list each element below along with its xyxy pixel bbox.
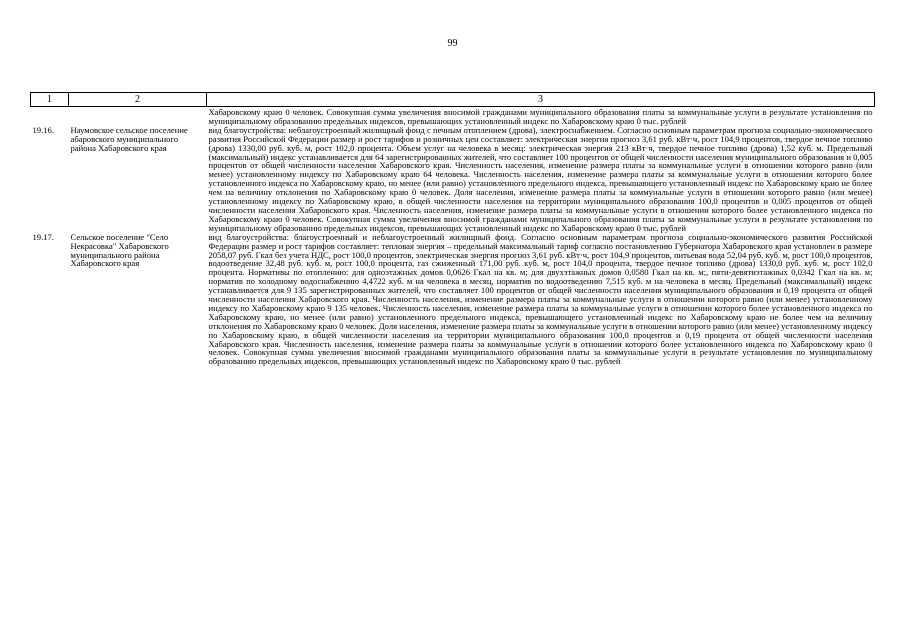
row-number: 19.17.	[32, 231, 54, 242]
continuation-text: Хабаровскому краю 0 человек. Совокупная сумма увеличения вносимой гражданами муниципального образования платы за коммунальные услуги в результате установления по муниципальному образованию предельных индексов, превышающих установленный индекс по Хабаровскому краю 0 тыс. рублей	[208, 107, 873, 126]
municipality-name: Сельское поселение "Село Некрасовка" Хабаровского муниципального района Хабаровского края	[70, 231, 169, 269]
table-row	[31, 126, 875, 233]
page-number: 99	[447, 38, 458, 49]
continuation-row	[31, 107, 875, 126]
row-number: 19.16.	[32, 124, 54, 135]
header-col-2: 2	[69, 93, 207, 107]
table-header-row	[31, 93, 875, 107]
header-col-3: 3	[207, 93, 875, 107]
municipality-name: Наумовское сельское поселение абаровского муниципального района Хабаровского края	[70, 124, 188, 153]
index-table	[30, 92, 875, 366]
row-description: вид благоустройства: благоустроенный и неблагоустроенный жилищный фонд. Согласно основным параметрам прогноза социально-экономического развития Российской Федерации размер и рост тарифов составляет: тепловая энергия – предельный максимальный тариф согласно постановлению Губернатора Хабаровского края установлен в размере 2058,07 руб. Гкал без учета НДС, рост 100,0 процентов, электрическая энергия прогноз 3,61 руб. кВт·ч, рост 104,9 процентов, питьевая вода 52,04 руб. куб. м, рост 100,0 процентов, водоотведение 32,48 руб. куб. м, рост 100,0 процента, газ сжиженный 171,00 руб. куб. м, рост 104,0 процента, твердое печное топливо (дрова) 1330,0 руб. куб. м, рост 102,0 процента. Нормативы по отоплению: для одноэтажных домов 0,0626 Гкал на кв. м; для двухэтажных домов 0,0580 Гкал на кв. м;, пяти-девятиэтажных 0,0342 Гкал на кв. м; норматив по холодному водоснабжению 4,4722 куб. м на человека в месяц, норматив по водоотведению 7,515 куб. м на человека в месяц. Предельный (максимальный) индекс устанавливается для 9 135 зарегистрированных жителей, что составляет 100 процентов от общей численности населения муниципального образования и 0,19 процента от общей численности населения Хабаровского края. Численность населения, изменение размера платы за коммунальные услуги в отношении которого равно (или менее) установленному индексу по Хабаровскому краю 9 135 человек. Численность населения, изменение размера платы за коммунальные услуги в отношении которого более установленного индекса по Хабаровскому краю, но менее (или равно) установленного предельного индекса, превышающего установленный индекс по Хабаровскому краю не более чем на величину отклонения по Хабаровскому краю 0 человек. Доля населения, изменение размера платы за коммунальные услуги в отношении которого равно (или менее) установленному индексу по Хабаровскому краю, в общей численности населения на территории муниципального образования 100,0 процентов и 0,19 процента от общей численности населения Хабаровского края. Численность населения, изменение размера платы за коммунальные услуги в отношении которого более установленного индекса по Хабаровскому краю 0 человек. Совокупная сумма увеличения вносимой гражданами муниципального образования платы за коммунальные услуги в результате установления по муниципальному образованию предельных индексов, превышающих установленный индекс по Хабаровскому краю 0 тыс. рублей	[208, 231, 873, 367]
row-description: вид благоустройства: неблагоустроенный жилищный фонд с печным отоплением (дрова), электроснабжением. Согласно основным параметрам прогноза социально-экономического развития Российской Федерации размер и рост тарифов и розничных цен составляет: электрическая энергия прогноз 3,61 руб. кВт·ч, рост 104,9 процентов, твердое печное топливо (дрова) 1330,00 руб. куб. м, рост 102,0 процента. Объем услуг на человека в месяц: электрическая энергия 213 кВт·ч, твердое печное топливо (дрова) 1,52 куб. м. Предельный (максимальный) индекс устанавливается для 64 зарегистрированных жителей, что составляет 100 процентов от общей численности населения муниципального образования и 0,005 процентов от общей численности населения Хабаровского края. Численность населения, изменение размера платы за коммунальные услуги в отношении которого равно (или менее) установленному индексу по Хабаровскому краю 64 человека. Численность населения, изменение размера платы за коммунальные услуги в отношении которого более установленного индекса по Хабаровскому краю, но менее (или равно) установленного предельного индекса, превышающего установленный индекс по Хабаровскому краю не более чем на величину отклонения по Хабаровскому краю 0 человек. Доля населения, изменение размера платы за коммунальные услуги в отношении которого равно (или менее) установленному индексу по Хабаровскому краю, в общей численности населения на территории муниципального образования 100,0 процентов и 0,005 процентов от общей численности населения Хабаровского края. Численность населения, изменение размера платы за коммунальные услуги в отношении которого более установленного индекса по Хабаровскому краю 0 человек. Совокупная сумма увеличения вносимой гражданами муниципального образования платы за коммунальные услуги в результате установления по муниципальному образованию предельных индексов, превышающих установленный индекс по Хабаровскому краю 0 тыс. рублей	[208, 124, 873, 233]
table-row	[31, 233, 875, 367]
header-col-1: 1	[31, 93, 69, 107]
